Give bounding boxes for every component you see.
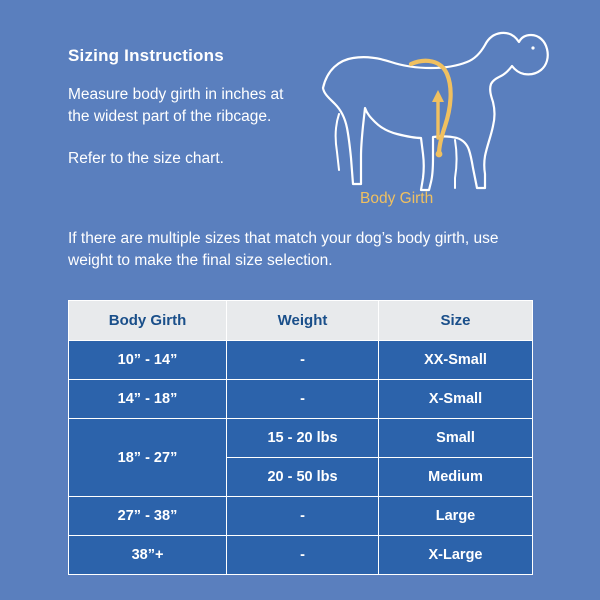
cell-size: X-Large bbox=[379, 536, 533, 575]
column-header-body-girth: Body Girth bbox=[69, 301, 227, 341]
girth-band-end-dot bbox=[436, 151, 443, 158]
table-header-row bbox=[69, 301, 533, 341]
dog-illustration bbox=[305, 18, 575, 218]
instructions-block bbox=[68, 46, 298, 170]
instruction-paragraph-2: Refer to the size chart. bbox=[68, 150, 224, 167]
table-row bbox=[69, 341, 533, 380]
size-selection-note: If there are multiple sizes that match your dog’s body girth, use weight to make the final size selection. bbox=[68, 230, 499, 270]
cell-body-girth: 18” - 27” bbox=[69, 419, 227, 497]
column-header-size: Size bbox=[379, 301, 533, 341]
cell-size: Large bbox=[379, 497, 533, 536]
cell-size: XX-Small bbox=[379, 341, 533, 380]
column-header-weight: Weight bbox=[227, 301, 379, 341]
cell-weight: 20 - 50 lbs bbox=[227, 458, 379, 497]
table-row bbox=[69, 536, 533, 575]
cell-weight: - bbox=[227, 380, 379, 419]
size-chart-wrapper bbox=[68, 300, 532, 575]
cell-weight: - bbox=[227, 497, 379, 536]
girth-band bbox=[411, 61, 451, 154]
cell-weight: - bbox=[227, 536, 379, 575]
cell-size: Small bbox=[379, 419, 533, 458]
cell-body-girth: 27” - 38” bbox=[69, 497, 227, 536]
cell-weight: - bbox=[227, 341, 379, 380]
girth-label: Body Girth bbox=[360, 190, 434, 207]
table-row bbox=[69, 380, 533, 419]
cell-size: X-Small bbox=[379, 380, 533, 419]
cell-body-girth: 38”+ bbox=[69, 536, 227, 575]
table-row bbox=[69, 419, 533, 458]
page-title: Sizing Instructions bbox=[68, 46, 224, 65]
cell-body-girth: 14” - 18” bbox=[69, 380, 227, 419]
table-row bbox=[69, 497, 533, 536]
cell-body-girth: 10” - 14” bbox=[69, 341, 227, 380]
cell-weight: 15 - 20 lbs bbox=[227, 419, 379, 458]
size-chart-table bbox=[68, 300, 533, 575]
cell-size: Medium bbox=[379, 458, 533, 497]
dog-outline-icon bbox=[305, 18, 575, 218]
instruction-paragraph-1: Measure body girth in inches at the widest part of the ribcage. bbox=[68, 86, 284, 125]
